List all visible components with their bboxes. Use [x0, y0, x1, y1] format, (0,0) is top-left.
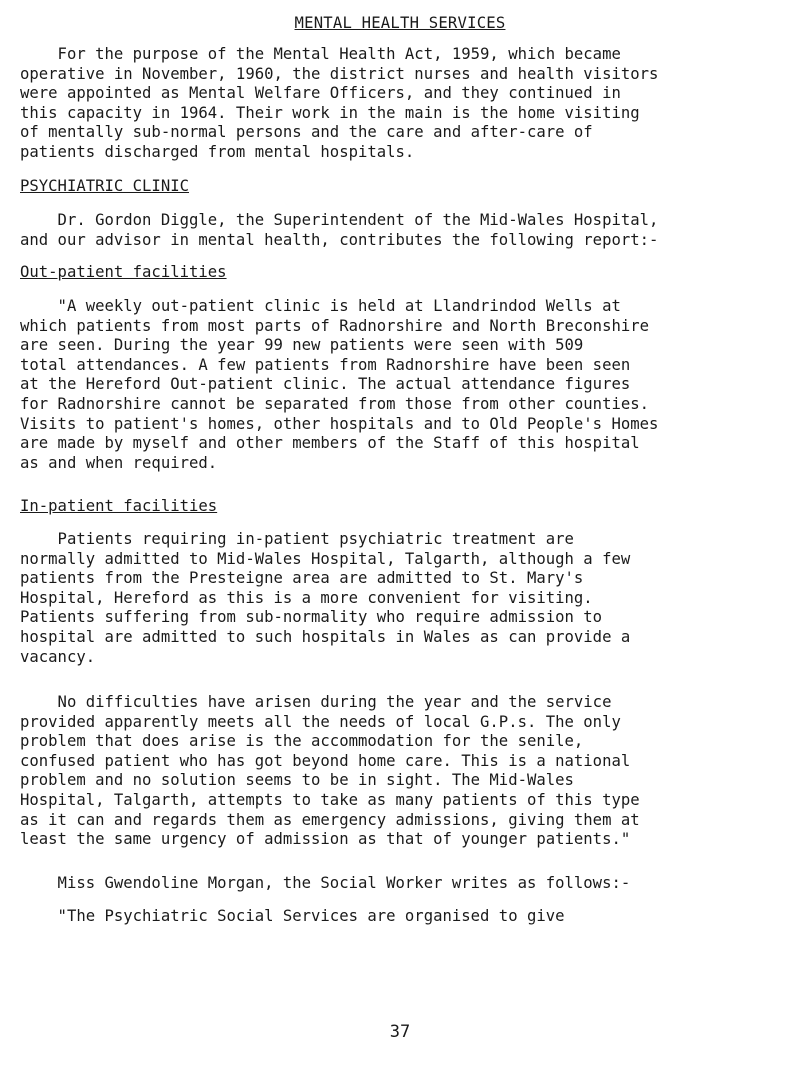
clinic-intro-paragraph: Dr. Gordon Diggle, the Superintendent of the Mid-Wales Hospital, and our advisor in mental health, contributes the following report:-	[20, 211, 659, 249]
outpatient-heading: Out-patient facilities	[20, 263, 227, 281]
page-number: 37	[389, 1022, 411, 1042]
psychiatric-clinic-heading: PSYCHIATRIC CLINIC	[20, 177, 189, 195]
intro-paragraph: For the purpose of the Mental Health Act, 1959, which became operative in November, 1960, the district nurses and health visitors were appointed as Mental Welfare Officers, and they continued in this capacity in 1964. Their work in the main is the home visiting of mentally sub-normal persons and the care and after-care of patients discharged from mental hospitals.	[20, 45, 659, 161]
outpatient-paragraph: "A weekly out-patient clinic is held at Llandrindod Wells at which patients from most parts of Radnorshire and North Breconshire are seen. During the year 99 new patients were seen with 509 total attendances. A few patients from Radnorshire have been seen at the Hereford Out-patient clinic. The actual attendance figures for Radnorshire cannot be separated from those from other counties. Visits to patient's homes, other hospitals and to Old People's Homes are made by myself and other members of the Staff of this hospital as and when required.	[20, 297, 659, 472]
inpatient-heading: In-patient facilities	[20, 497, 218, 515]
difficulties-paragraph: No difficulties have arisen during the year and the service provided apparently meets all the needs of local G.P.s. The only problem that does arise is the accommodation for the senile, confused patient who has got beyond home care. This is a national problem and no solution seems to be in sight. The Mid-Wales Hospital, Talgarth, attempts to take as many patients of this type as it can and regards them as emergency admissions, giving them at least the same urgency of admission as that of younger patients."	[20, 693, 640, 849]
social-worker-quote: "The Psychiatric Social Services are organised to give	[20, 907, 565, 925]
inpatient-paragraph: Patients requiring in-patient psychiatric treatment are normally admitted to Mid-Wales Hospital, Talgarth, although a few patients from the Presteigne area are admitted to St. Mary's Hospital, Hereford as this is a more convenient for visiting. Patients suffering from sub-normality who require admission to hospital are admitted to such hospitals in Wales as can provide a vacancy.	[20, 530, 631, 666]
page-title: MENTAL HEALTH SERVICES	[294, 14, 506, 32]
social-worker-intro: Miss Gwendoline Morgan, the Social Worker writes as follows:-	[20, 874, 631, 892]
